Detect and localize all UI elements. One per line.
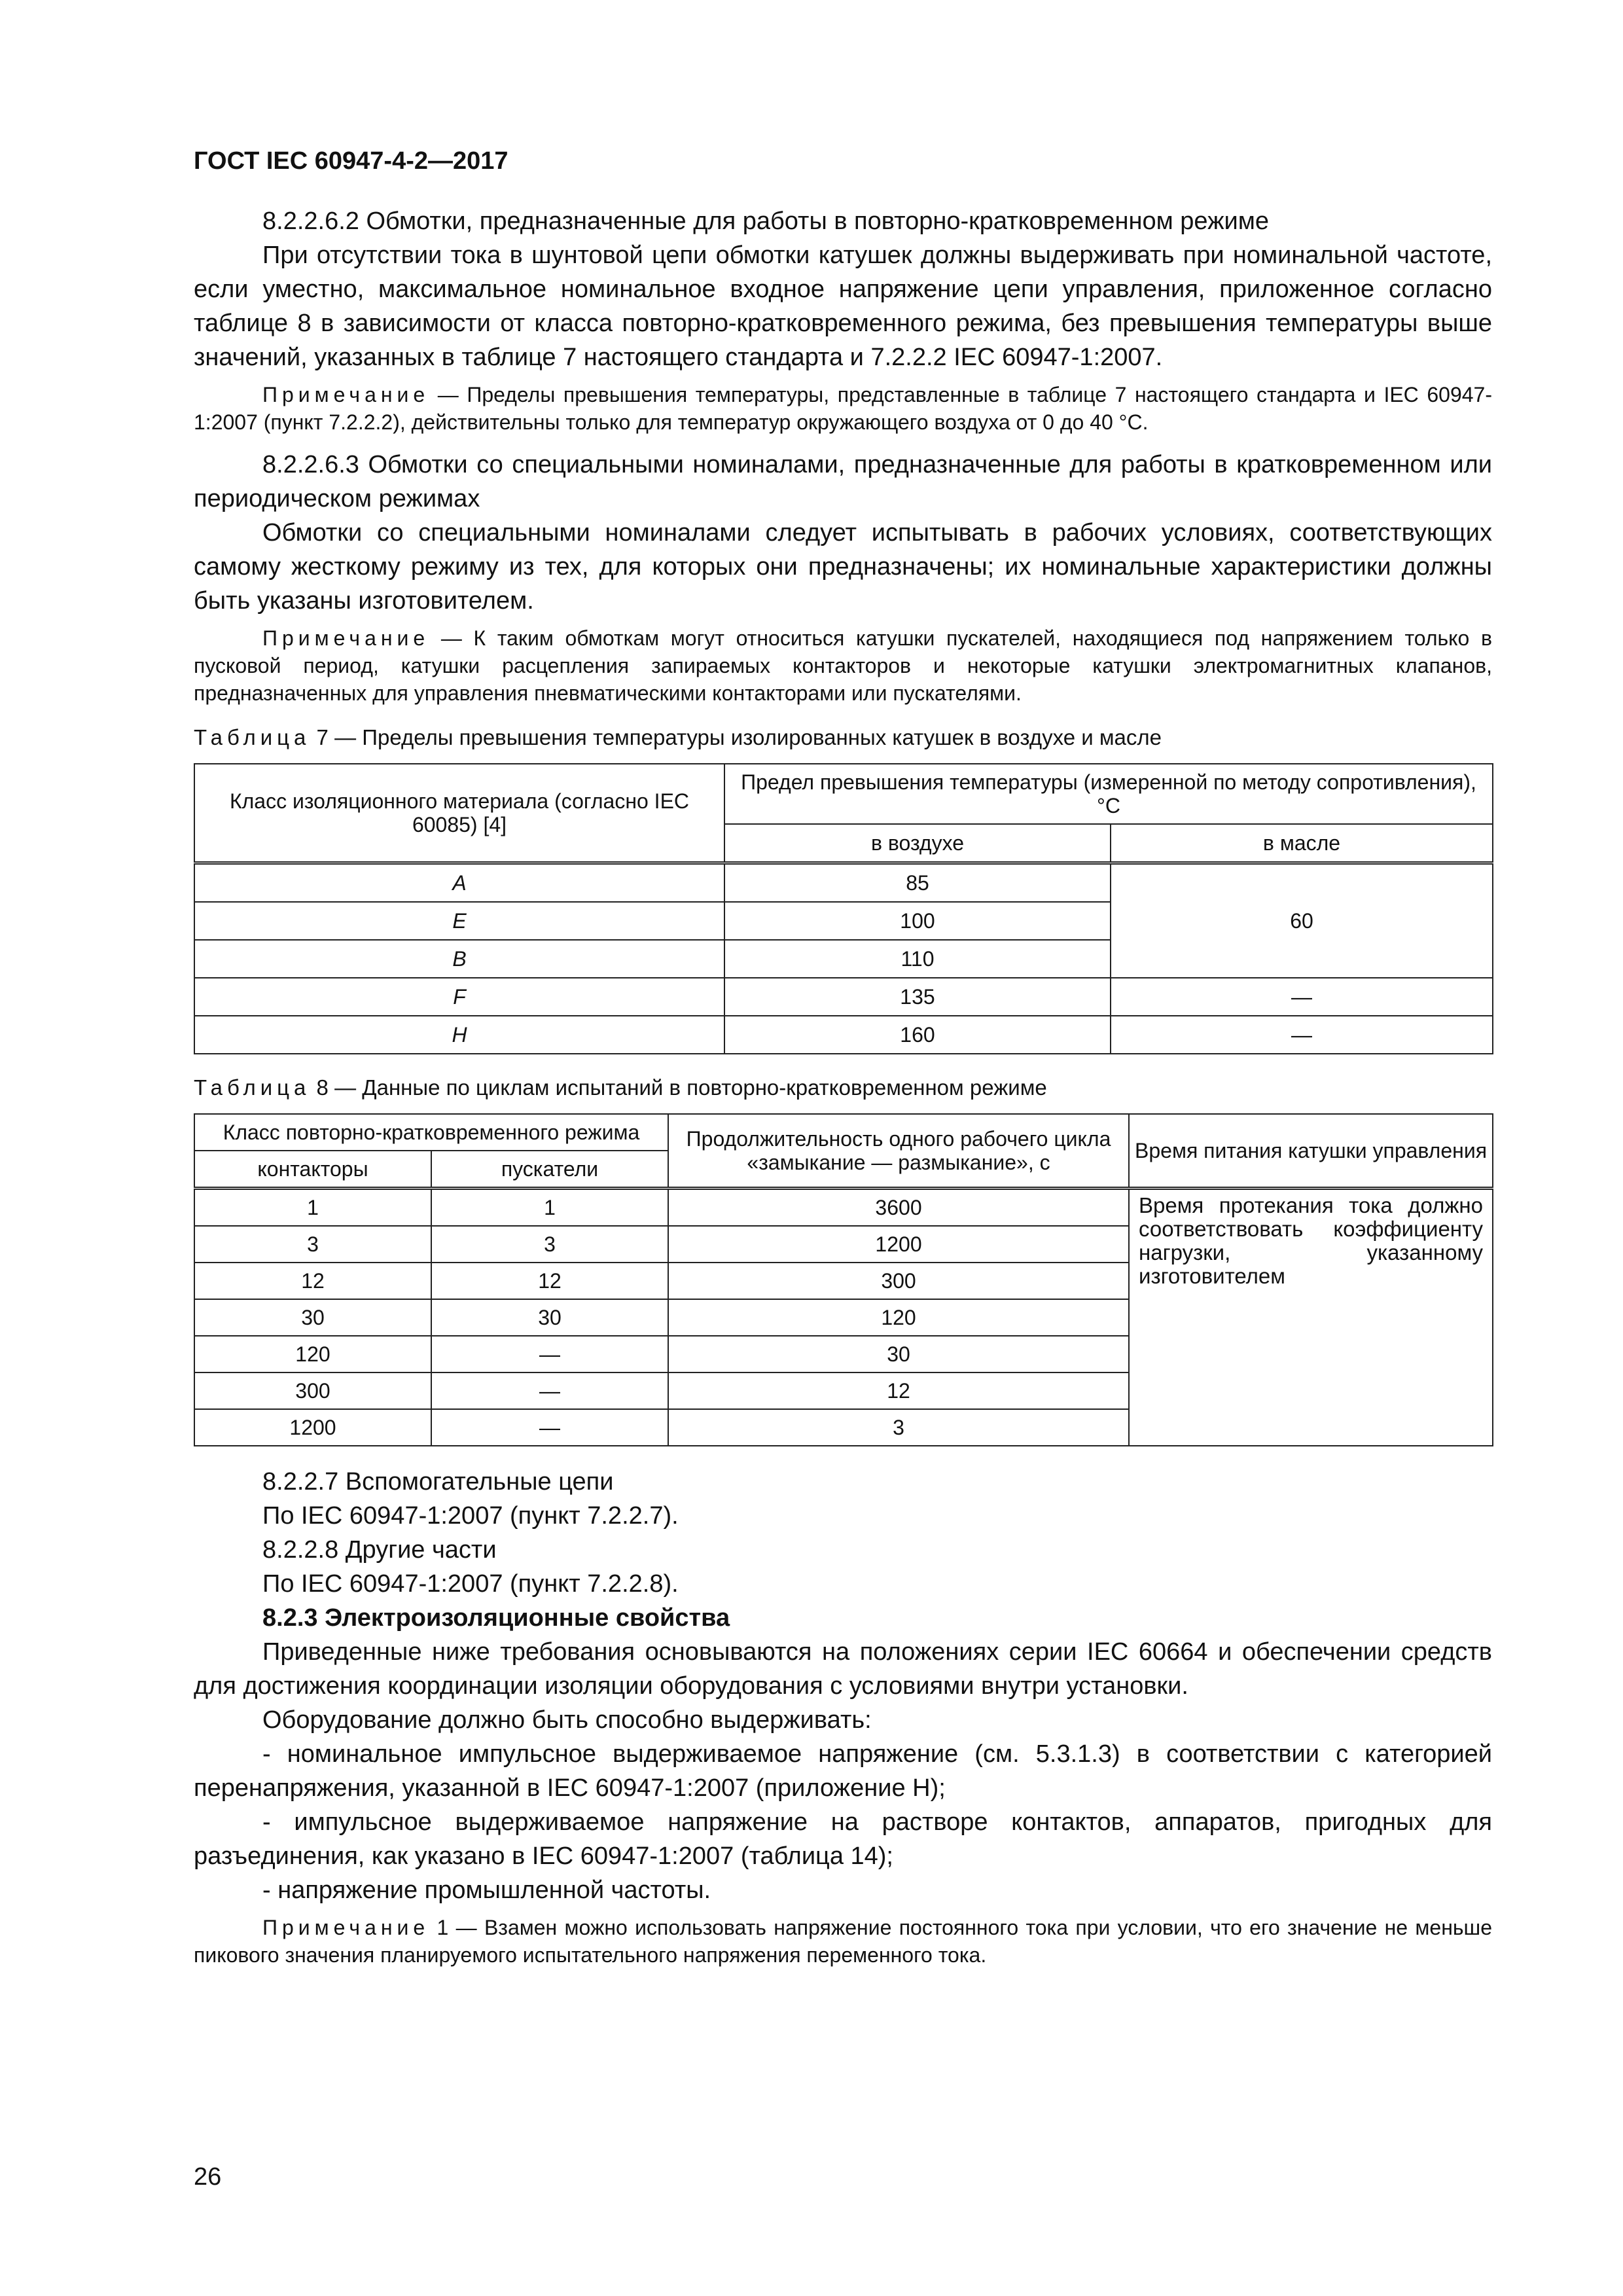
clause-8-2-2-6-2-text: При отсутствии тока в шунтовой цепи обмотки катушек должны выдерживать при номинальной частоте, если уместно, максимальное номинальное входное напряжение цепи управления, приложенное согласно таблице 8 в зависимости от класса повторно-кратковременного режима, без превышения температуры выше значений, указанных в таблице 7 настоящего стандарта и 7.2.2.2 IEC 60947-1:2007.	[194, 242, 1492, 371]
caption-text: 8 — Данные по циклам испытаний в повторно-кратковременном режиме	[310, 1075, 1047, 1100]
t8-cell-duration: 12	[668, 1372, 1129, 1409]
t7-header-limit: Предел превышения температуры (измеренной по методу сопротивления), °С	[724, 764, 1493, 824]
table-7-caption	[194, 724, 1492, 751]
t7-cell-class: E	[194, 902, 724, 940]
t8-cell-starters: —	[431, 1336, 668, 1372]
t7-header-air: в воздухе	[724, 824, 1111, 863]
clause-8-2-3-text: Приведенные ниже требования основываются на положениях серии IEC 60664 и обеспечении средств для достижения координации изоляции оборудования с условиями внутри установки.	[194, 1638, 1492, 1700]
note-2	[194, 624, 1492, 707]
caption-label: Таблица	[194, 725, 311, 749]
clause-8-2-2-7-text: По IEC 60947-1:2007 (пункт 7.2.2.7).	[262, 1502, 679, 1530]
page-number: 26	[194, 2163, 222, 2191]
t8-cell-starters: —	[431, 1409, 668, 1446]
t7-cell-class: B	[194, 940, 724, 978]
note-label: Примечание	[262, 1916, 430, 1939]
t8-header-class: Класс повторно-кратковременного режима	[194, 1114, 668, 1151]
t8-cell-contactors: 12	[194, 1263, 431, 1299]
t8-cell-contactors: 1200	[194, 1409, 431, 1446]
t7-cell-class: H	[194, 1016, 724, 1054]
t8-cell-contactors: 300	[194, 1372, 431, 1409]
t8-header-duration: Продолжительность одного рабочего цикла «замыкание — размыкание», с	[668, 1114, 1129, 1189]
note-text: — К таким обмоткам могут относиться катушки пускателей, находящиеся под напряжением только в пусковой период, катушки расцепления запираемых контакторов и некоторые катушки электромагнитных клапанов, предназначенных для управления пневматическими контакторами или пускателями.	[194, 626, 1492, 705]
t8-cell-duration: 3	[668, 1409, 1129, 1446]
t8-header-contactors: контакторы	[194, 1151, 431, 1189]
t7-header-oil: в масле	[1111, 824, 1493, 863]
t7-cell-class: A	[194, 863, 724, 903]
t8-cell-duration: 120	[668, 1299, 1129, 1336]
t7-cell-air: 160	[724, 1016, 1111, 1054]
clause-8-2-2-6-2-title: 8.2.2.6.2 Обмотки, предназначенные для работы в повторно-кратковременном режиме	[262, 207, 1270, 235]
t8-cell-starters: 30	[431, 1299, 668, 1336]
table-row	[194, 1016, 1493, 1054]
note-1	[194, 381, 1492, 436]
t8-cell-starters: —	[431, 1372, 668, 1409]
t8-cell-starters: 12	[431, 1263, 668, 1299]
list-item: - импульсное выдерживаемое напряжение на растворе контактов, аппаратов, пригодных для разъединения, как указано в IEC 60947-1:2007 (таблица 14);	[194, 1808, 1492, 1870]
document-page	[194, 144, 1492, 2191]
t7-cell-oil-merged: 60	[1111, 863, 1493, 978]
t8-header-starters: пускатели	[431, 1151, 668, 1189]
t7-header-class: Класс изоляционного материала (согласно IEC 60085) [4]	[194, 764, 724, 863]
list-item: - номинальное импульсное выдерживаемое напряжение (см. 5.3.1.3) в соответствии с категорией перенапряжения, указанной в IEC 60947-1:2007 (приложение Н);	[194, 1740, 1492, 1802]
clause-8-2-3-title: 8.2.3 Электроизоляционные свойства	[262, 1604, 730, 1632]
table-row	[194, 978, 1493, 1016]
clause-8-2-2-6-3-text: Обмотки со специальными номиналами следует испытывать в рабочих условиях, соответствующих самому жесткому режиму из тех, для которых они предназначены; их номинальные характеристики должны быть указаны изготовителем.	[194, 519, 1492, 615]
t8-cell-duration: 3600	[668, 1189, 1129, 1227]
t7-cell-air: 110	[724, 940, 1111, 978]
t7-cell-oil: —	[1111, 1016, 1493, 1054]
t8-cell-contactors: 1	[194, 1189, 431, 1227]
t7-cell-air: 85	[724, 863, 1111, 903]
t8-header-time: Время питания катушки управления	[1129, 1114, 1493, 1189]
list-item: - напряжение промышленной частоты.	[262, 1876, 711, 1904]
table-8	[194, 1113, 1493, 1446]
t8-cell-contactors: 30	[194, 1299, 431, 1336]
clause-8-2-2-8-title: 8.2.2.8 Другие части	[262, 1536, 497, 1564]
table-row	[194, 1189, 1493, 1227]
caption-text: 7 — Пределы превышения температуры изолированных катушек в воздухе и масле	[310, 725, 1162, 749]
t8-cell-duration: 30	[668, 1336, 1129, 1372]
clause-8-2-2-7-title: 8.2.2.7 Вспомогательные цепи	[262, 1468, 614, 1496]
document-header: ГОСТ IEC 60947-4-2—2017	[194, 147, 508, 175]
clause-8-2-3-list-intro: Оборудование должно быть способно выдерживать:	[262, 1706, 872, 1734]
note-text: 1 — Взамен можно использовать напряжение постоянного тока при условии, что его значение не меньше пикового значения планируемого испытательного напряжения переменного тока.	[194, 1916, 1492, 1967]
table-7	[194, 763, 1493, 1054]
clause-8-2-2-6-3-title: 8.2.2.6.3 Обмотки со специальными номиналами, предназначенные для работы в кратковременном или периодическом режимах	[194, 451, 1492, 512]
note-text: — Пределы превышения температуры, представленные в таблице 7 настоящего стандарта и IEC 60947-1:2007 (пункт 7.2.2.2), действительны только для температур окружающего воздуха от 0 до 40 °С.	[194, 383, 1492, 434]
t7-cell-oil: —	[1111, 978, 1493, 1016]
t8-cell-contactors: 120	[194, 1336, 431, 1372]
note-3	[194, 1914, 1492, 1969]
caption-label: Таблица	[194, 1075, 311, 1100]
t8-cell-starters: 3	[431, 1226, 668, 1263]
t8-cell-starters: 1	[431, 1189, 668, 1227]
t7-cell-class: F	[194, 978, 724, 1016]
t7-cell-air: 100	[724, 902, 1111, 940]
clause-8-2-2-8-text: По IEC 60947-1:2007 (пункт 7.2.2.8).	[262, 1570, 679, 1598]
t8-cell-time: Время протекания тока должно соответствовать коэффициенту нагрузки, указанному изготовителем	[1129, 1189, 1493, 1446]
t8-cell-duration: 300	[668, 1263, 1129, 1299]
note-label: Примечание	[262, 383, 430, 406]
t8-cell-contactors: 3	[194, 1226, 431, 1263]
t8-cell-duration: 1200	[668, 1226, 1129, 1263]
table-8-caption	[194, 1074, 1492, 1102]
table-row	[194, 863, 1493, 903]
note-label: Примечание	[262, 626, 430, 650]
t7-cell-air: 135	[724, 978, 1111, 1016]
